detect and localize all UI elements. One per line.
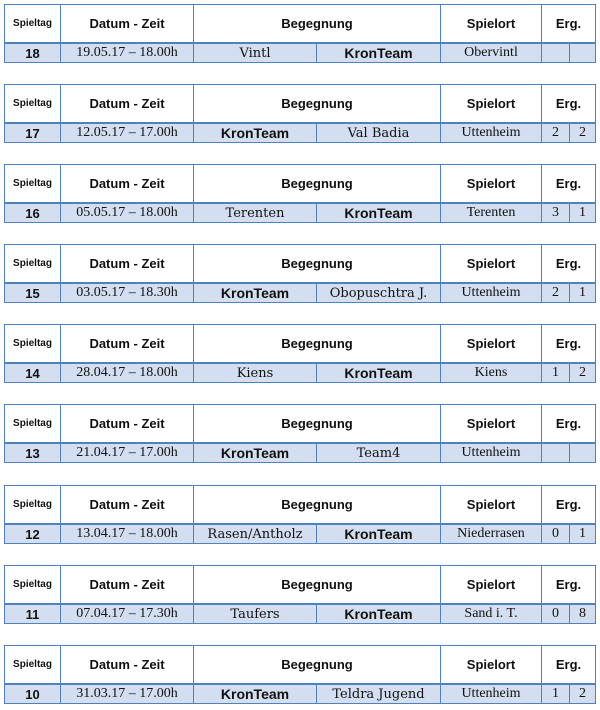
venue-cell: Sand i. T. bbox=[441, 604, 542, 624]
match-table bbox=[4, 645, 595, 704]
header-fixture: Begegnung bbox=[194, 245, 441, 284]
score-home-cell: 2 bbox=[542, 123, 570, 143]
datetime-cell: 03.05.17 – 18.30h bbox=[61, 283, 194, 303]
header-venue: Spielort bbox=[441, 325, 542, 364]
table-row bbox=[5, 524, 596, 544]
match-table bbox=[4, 4, 595, 63]
score-away-cell bbox=[570, 443, 596, 463]
header-result: Erg. bbox=[542, 566, 596, 605]
matchday-cell: 11 bbox=[5, 604, 61, 624]
header-result: Erg. bbox=[542, 165, 596, 204]
header-result: Erg. bbox=[542, 245, 596, 284]
header-matchday: Spieltag bbox=[5, 85, 61, 124]
venue-cell: Niederrasen bbox=[441, 524, 542, 544]
home-team-cell: KronTeam bbox=[194, 283, 317, 303]
header-venue: Spielort bbox=[441, 5, 542, 44]
header-fixture: Begegnung bbox=[194, 566, 441, 605]
score-away-cell bbox=[570, 43, 596, 63]
venue-cell: Terenten bbox=[441, 203, 542, 223]
header-matchday: Spieltag bbox=[5, 566, 61, 605]
header-result: Erg. bbox=[542, 486, 596, 525]
datetime-cell: 07.04.17 – 17.30h bbox=[61, 604, 194, 624]
away-team-cell: KronTeam bbox=[317, 524, 441, 544]
header-matchday: Spieltag bbox=[5, 325, 61, 364]
table-row bbox=[5, 363, 596, 383]
venue-cell: Uttenheim bbox=[441, 123, 542, 143]
match-table bbox=[4, 404, 595, 463]
away-team-cell: KronTeam bbox=[317, 203, 441, 223]
header-row bbox=[5, 566, 596, 605]
score-home-cell bbox=[542, 443, 570, 463]
home-team-cell: KronTeam bbox=[194, 123, 317, 143]
header-datetime: Datum - Zeit bbox=[61, 646, 194, 685]
match-table bbox=[4, 324, 595, 383]
header-result: Erg. bbox=[542, 5, 596, 44]
header-row bbox=[5, 646, 596, 685]
match-table bbox=[4, 164, 595, 223]
matchday-cell: 10 bbox=[5, 684, 61, 704]
score-away-cell: 1 bbox=[570, 524, 596, 544]
table-row bbox=[5, 443, 596, 463]
header-matchday: Spieltag bbox=[5, 165, 61, 204]
datetime-cell: 21.04.17 – 17.00h bbox=[61, 443, 194, 463]
header-matchday: Spieltag bbox=[5, 405, 61, 444]
header-venue: Spielort bbox=[441, 85, 542, 124]
header-fixture: Begegnung bbox=[194, 165, 441, 204]
header-venue: Spielort bbox=[441, 566, 542, 605]
table-row bbox=[5, 43, 596, 63]
datetime-cell: 28.04.17 – 18.00h bbox=[61, 363, 194, 383]
table-row bbox=[5, 123, 596, 143]
score-home-cell: 0 bbox=[542, 604, 570, 624]
score-home-cell bbox=[542, 43, 570, 63]
home-team-cell: Rasen/Antholz bbox=[194, 524, 317, 544]
header-matchday: Spieltag bbox=[5, 245, 61, 284]
score-away-cell: 1 bbox=[570, 283, 596, 303]
header-datetime: Datum - Zeit bbox=[61, 85, 194, 124]
home-team-cell: Vintl bbox=[194, 43, 317, 63]
header-fixture: Begegnung bbox=[194, 85, 441, 124]
away-team-cell: KronTeam bbox=[317, 363, 441, 383]
score-away-cell: 2 bbox=[570, 684, 596, 704]
home-team-cell: Kiens bbox=[194, 363, 317, 383]
header-fixture: Begegnung bbox=[194, 325, 441, 364]
score-away-cell: 1 bbox=[570, 203, 596, 223]
header-datetime: Datum - Zeit bbox=[61, 405, 194, 444]
header-row bbox=[5, 85, 596, 124]
table-row bbox=[5, 604, 596, 624]
header-datetime: Datum - Zeit bbox=[61, 245, 194, 284]
venue-cell: Uttenheim bbox=[441, 283, 542, 303]
header-row bbox=[5, 486, 596, 525]
table-row bbox=[5, 203, 596, 223]
header-row bbox=[5, 325, 596, 364]
datetime-cell: 31.03.17 – 17.00h bbox=[61, 684, 194, 704]
header-row bbox=[5, 165, 596, 204]
score-home-cell: 1 bbox=[542, 684, 570, 704]
venue-cell: Obervintl bbox=[441, 43, 542, 63]
header-row bbox=[5, 245, 596, 284]
datetime-cell: 05.05.17 – 18.00h bbox=[61, 203, 194, 223]
header-datetime: Datum - Zeit bbox=[61, 5, 194, 44]
header-matchday: Spieltag bbox=[5, 486, 61, 525]
score-home-cell: 1 bbox=[542, 363, 570, 383]
away-team-cell: Teldra Jugend bbox=[317, 684, 441, 704]
score-home-cell: 0 bbox=[542, 524, 570, 544]
header-datetime: Datum - Zeit bbox=[61, 486, 194, 525]
home-team-cell: Taufers bbox=[194, 604, 317, 624]
match-table bbox=[4, 84, 595, 143]
away-team-cell: KronTeam bbox=[317, 43, 441, 63]
score-away-cell: 8 bbox=[570, 604, 596, 624]
match-table bbox=[4, 485, 595, 544]
header-fixture: Begegnung bbox=[194, 486, 441, 525]
header-matchday: Spieltag bbox=[5, 5, 61, 44]
header-row bbox=[5, 405, 596, 444]
matchday-cell: 16 bbox=[5, 203, 61, 223]
home-team-cell: KronTeam bbox=[194, 684, 317, 704]
header-venue: Spielort bbox=[441, 646, 542, 685]
header-venue: Spielort bbox=[441, 405, 542, 444]
score-home-cell: 2 bbox=[542, 283, 570, 303]
table-row bbox=[5, 684, 596, 704]
datetime-cell: 13.04.17 – 18.00h bbox=[61, 524, 194, 544]
header-datetime: Datum - Zeit bbox=[61, 566, 194, 605]
header-datetime: Datum - Zeit bbox=[61, 325, 194, 364]
home-team-cell: KronTeam bbox=[194, 443, 317, 463]
venue-cell: Uttenheim bbox=[441, 684, 542, 704]
header-result: Erg. bbox=[542, 85, 596, 124]
header-venue: Spielort bbox=[441, 165, 542, 204]
matchday-cell: 17 bbox=[5, 123, 61, 143]
away-team-cell: Val Badia bbox=[317, 123, 441, 143]
header-fixture: Begegnung bbox=[194, 5, 441, 44]
header-row bbox=[5, 5, 596, 44]
table-row bbox=[5, 283, 596, 303]
score-home-cell: 3 bbox=[542, 203, 570, 223]
match-table bbox=[4, 244, 595, 303]
matchday-cell: 15 bbox=[5, 283, 61, 303]
header-result: Erg. bbox=[542, 325, 596, 364]
venue-cell: Uttenheim bbox=[441, 443, 542, 463]
home-team-cell: Terenten bbox=[194, 203, 317, 223]
header-venue: Spielort bbox=[441, 245, 542, 284]
header-result: Erg. bbox=[542, 405, 596, 444]
score-away-cell: 2 bbox=[570, 123, 596, 143]
datetime-cell: 12.05.17 – 17.00h bbox=[61, 123, 194, 143]
matchday-cell: 13 bbox=[5, 443, 61, 463]
venue-cell: Kiens bbox=[441, 363, 542, 383]
matchday-cell: 12 bbox=[5, 524, 61, 544]
matchday-cell: 18 bbox=[5, 43, 61, 63]
away-team-cell: KronTeam bbox=[317, 604, 441, 624]
match-table bbox=[4, 565, 595, 624]
header-result: Erg. bbox=[542, 646, 596, 685]
header-datetime: Datum - Zeit bbox=[61, 165, 194, 204]
header-fixture: Begegnung bbox=[194, 405, 441, 444]
datetime-cell: 19.05.17 – 18.00h bbox=[61, 43, 194, 63]
away-team-cell: Team4 bbox=[317, 443, 441, 463]
header-matchday: Spieltag bbox=[5, 646, 61, 685]
score-away-cell: 2 bbox=[570, 363, 596, 383]
header-fixture: Begegnung bbox=[194, 646, 441, 685]
matchday-cell: 14 bbox=[5, 363, 61, 383]
away-team-cell: Obopuschtra J. bbox=[317, 283, 441, 303]
header-venue: Spielort bbox=[441, 486, 542, 525]
